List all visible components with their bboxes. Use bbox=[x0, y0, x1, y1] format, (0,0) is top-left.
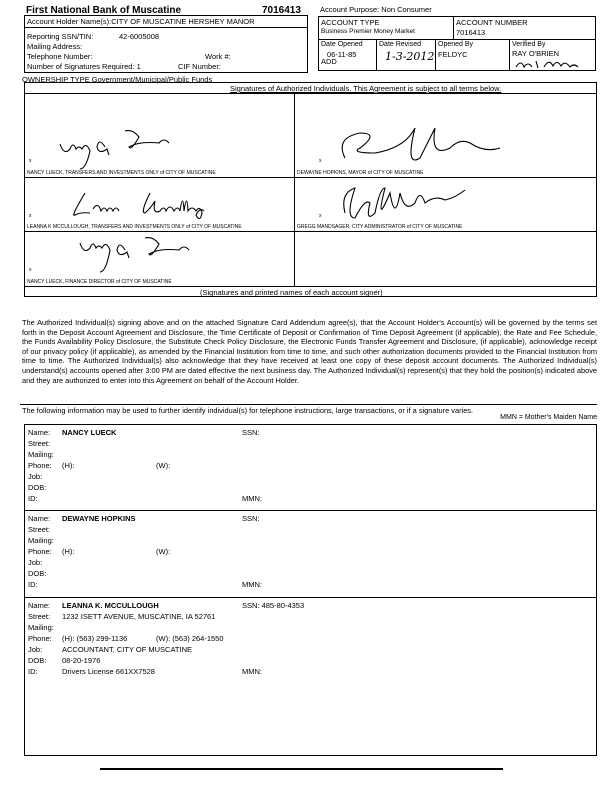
divider bbox=[435, 39, 436, 71]
phone-label: Phone: bbox=[28, 547, 52, 556]
cif-label: CIF Number: bbox=[178, 62, 221, 71]
phone-w: (W): (563) 264-1550 bbox=[156, 634, 224, 643]
work-label: Work #: bbox=[205, 52, 231, 61]
signature-dewayne-hopkins bbox=[330, 123, 490, 173]
divider bbox=[25, 597, 596, 598]
mmn-label: MMN: bbox=[242, 580, 262, 589]
signatures-footer: (Signatures and printed names of each account signer) bbox=[200, 288, 383, 297]
mailing-label: Mailing Address: bbox=[27, 42, 83, 51]
signature-leanna-mccullough bbox=[65, 191, 245, 221]
divider bbox=[25, 231, 596, 232]
street-label: Street: bbox=[28, 439, 51, 448]
account-holder-box bbox=[24, 15, 308, 73]
verified-by-label: Verified By bbox=[512, 41, 546, 48]
divider bbox=[294, 93, 295, 287]
opened-by-label: Opened By bbox=[438, 41, 474, 48]
bank-name: First National Bank of Muscatine bbox=[26, 5, 182, 16]
x-mark: x bbox=[319, 158, 322, 164]
divider bbox=[25, 510, 596, 511]
verified-by: RAY O'BRIEN bbox=[512, 49, 559, 58]
holder-name: CITY OF MUSCATINE HERSHEY MANOR bbox=[111, 17, 255, 26]
person-dob: 08-20-1976 bbox=[62, 656, 101, 665]
account-type-label: ACCOUNT TYPE bbox=[321, 18, 380, 27]
signer-label: NANCY LUECK, FINANCE DIRECTOR of CITY OF MUSCATINE bbox=[27, 279, 172, 285]
phone-h-label: (H): bbox=[62, 547, 75, 556]
x-mark: x bbox=[29, 213, 32, 219]
phone-w-label: (W): bbox=[156, 461, 171, 470]
name-label: Name: bbox=[28, 601, 51, 610]
job-label: Job: bbox=[28, 558, 43, 567]
divider bbox=[509, 39, 510, 71]
street-label: Street: bbox=[28, 612, 51, 621]
signer-label: NANCY LUECK, TRANSFERS AND INVESTMENTS ONLY of CITY OF MUSCATINE bbox=[27, 170, 216, 176]
ssn-label: Reporting SSN/TIN: bbox=[27, 32, 94, 41]
signature-box bbox=[24, 82, 597, 297]
divider bbox=[376, 39, 377, 71]
mailing-label: Mailing: bbox=[28, 450, 54, 459]
divider bbox=[25, 177, 596, 178]
signer-label: GREGG MANDSAGER, CITY ADMINISTRATOR of CITY OF MUSCATINE bbox=[297, 224, 463, 230]
footer-rule bbox=[100, 768, 503, 770]
divider bbox=[25, 286, 596, 287]
signatures-header: Signatures of Authorized Individuals. This Agreement is subject to all terms below. bbox=[230, 84, 502, 93]
ownership-type: OWNERSHIP TYPE Government/Municipal/Public Funds bbox=[22, 75, 213, 84]
ssn-label: SSN: bbox=[242, 428, 260, 437]
x-mark: x bbox=[29, 158, 32, 164]
account-number: 7016413 bbox=[456, 28, 486, 37]
account-info-box bbox=[318, 16, 596, 71]
dob-label: DOB: bbox=[28, 483, 47, 492]
sigs-required: 1 bbox=[136, 62, 141, 71]
phone-label: Telephone Number: bbox=[27, 52, 93, 61]
phone-h: (H): (563) 299-1136 bbox=[62, 634, 128, 643]
street-label: Street: bbox=[28, 525, 51, 534]
signature-gregg-mandsager bbox=[325, 183, 485, 228]
agreement-text: The Authorized Individual(s) signing above and on the attached Signature Card Addendum agree(s), that the Account Holder's Account(s) will be governed by the terms set forth in the Deposit Account Agreement and Disclosure, the Time Certificate of Deposit or Confirmation of Time Deposit Agreement (if applicable), the Rate and Fee Schedule, the Funds Availability Policy Disclosure, the Substitute Check Policy Disclosure, the Electronic Funds Transfer Agreement and Disclosure, (if applicable), acknowledge receipt of our privacy policy (if applicable), as amended by the Financial Institution from time to time, and such other authorization documents provided to the Financial Institution from time to time. The Authorized Individual(s) also acknowledge that they have received at least one copy of these deposit account documents. The Authorized Individual(s) understand(s) accounts opened after 3:00 PM are dated effective the next business day. The Authorized Individual(s) represent(s) that they hold the position(s) indicated above and they are authorized to enter into this Agreement on behalf of the Account Holder. bbox=[22, 318, 597, 385]
id-label: ID: bbox=[28, 494, 38, 503]
opened-note: ADD bbox=[321, 57, 337, 66]
divider bbox=[20, 404, 597, 405]
person-name: NANCY LUECK bbox=[62, 428, 117, 437]
phone-h-label: (H): bbox=[62, 461, 75, 470]
ssn-value: 42-6005008 bbox=[119, 32, 160, 41]
ssn-label: SSN: bbox=[242, 514, 260, 523]
mmn-label: MMN: bbox=[242, 667, 262, 676]
holder-label: Account Holder Name(s): bbox=[27, 17, 112, 26]
signer-label: DEWAYNE HOPKINS, MAYOR of CITY OF MUSCATINE bbox=[297, 170, 424, 176]
person-name: LEANNA K. MCCULLOUGH bbox=[62, 601, 159, 610]
person-id: Drivers License 661XX7528 bbox=[62, 667, 155, 676]
person-ssn: SSN: 485-80-4353 bbox=[242, 601, 305, 610]
date-revised-label: Date Revised bbox=[379, 41, 422, 48]
mailing-label: Mailing: bbox=[28, 536, 54, 545]
account-number-label: ACCOUNT NUMBER bbox=[456, 18, 528, 27]
dob-label: DOB: bbox=[28, 569, 47, 578]
person-job: ACCOUNTANT, CITY OF MUSCATINE bbox=[62, 645, 193, 654]
mmn-note: MMN = Mother's Maiden Name bbox=[500, 414, 597, 421]
account-number-top: 7016413 bbox=[262, 5, 301, 16]
signer-label: LEANNA K MCCULLOUGH, TRANSFERS AND INVESTMENTS ONLY of CITY OF MUSCATINE bbox=[27, 224, 242, 230]
opened-by: FELDYC bbox=[438, 50, 468, 59]
mmn-label: MMN: bbox=[242, 494, 262, 503]
phone-label: Phone: bbox=[28, 461, 52, 470]
phone-label: Phone: bbox=[28, 634, 52, 643]
sigs-required-label: Number of Signatures Required: bbox=[27, 62, 135, 71]
name-label: Name: bbox=[28, 514, 51, 523]
person-name: DEWAYNE HOPKINS bbox=[62, 514, 136, 523]
phone-w-label: (W): bbox=[156, 547, 171, 556]
mailing-label: Mailing: bbox=[28, 623, 54, 632]
divider bbox=[25, 93, 596, 94]
identify-intro: The following information may be used to further identify individual(s) for telephone instructions, large transactions, or if a signature varies. bbox=[22, 406, 474, 415]
job-label: Job: bbox=[28, 472, 43, 481]
dob-label: DOB: bbox=[28, 656, 47, 665]
x-mark: x bbox=[319, 213, 322, 219]
account-purpose: Account Purpose: Non Consumer bbox=[320, 5, 432, 14]
date-opened-label: Date Opened bbox=[321, 41, 363, 48]
job-label: Job: bbox=[28, 645, 43, 654]
divider bbox=[25, 27, 307, 28]
date-revised: 1-3-2012 bbox=[385, 50, 435, 63]
signature-nancy-lueck bbox=[55, 129, 195, 169]
signature-nancy-lueck-2 bbox=[75, 238, 215, 283]
name-label: Name: bbox=[28, 428, 51, 437]
divider bbox=[453, 17, 454, 39]
person-street: 1232 ISETT AVENUE, MUSCATINE, IA 52761 bbox=[62, 612, 216, 621]
identification-box bbox=[24, 424, 597, 756]
account-type: Business Premier Money Market bbox=[321, 28, 415, 35]
date-opened: 06-11-85 bbox=[327, 50, 357, 59]
divider bbox=[319, 39, 595, 40]
x-mark: x bbox=[29, 267, 32, 273]
id-label: ID: bbox=[28, 580, 38, 589]
verifier-signature bbox=[514, 57, 584, 69]
id-label: ID: bbox=[28, 667, 38, 676]
